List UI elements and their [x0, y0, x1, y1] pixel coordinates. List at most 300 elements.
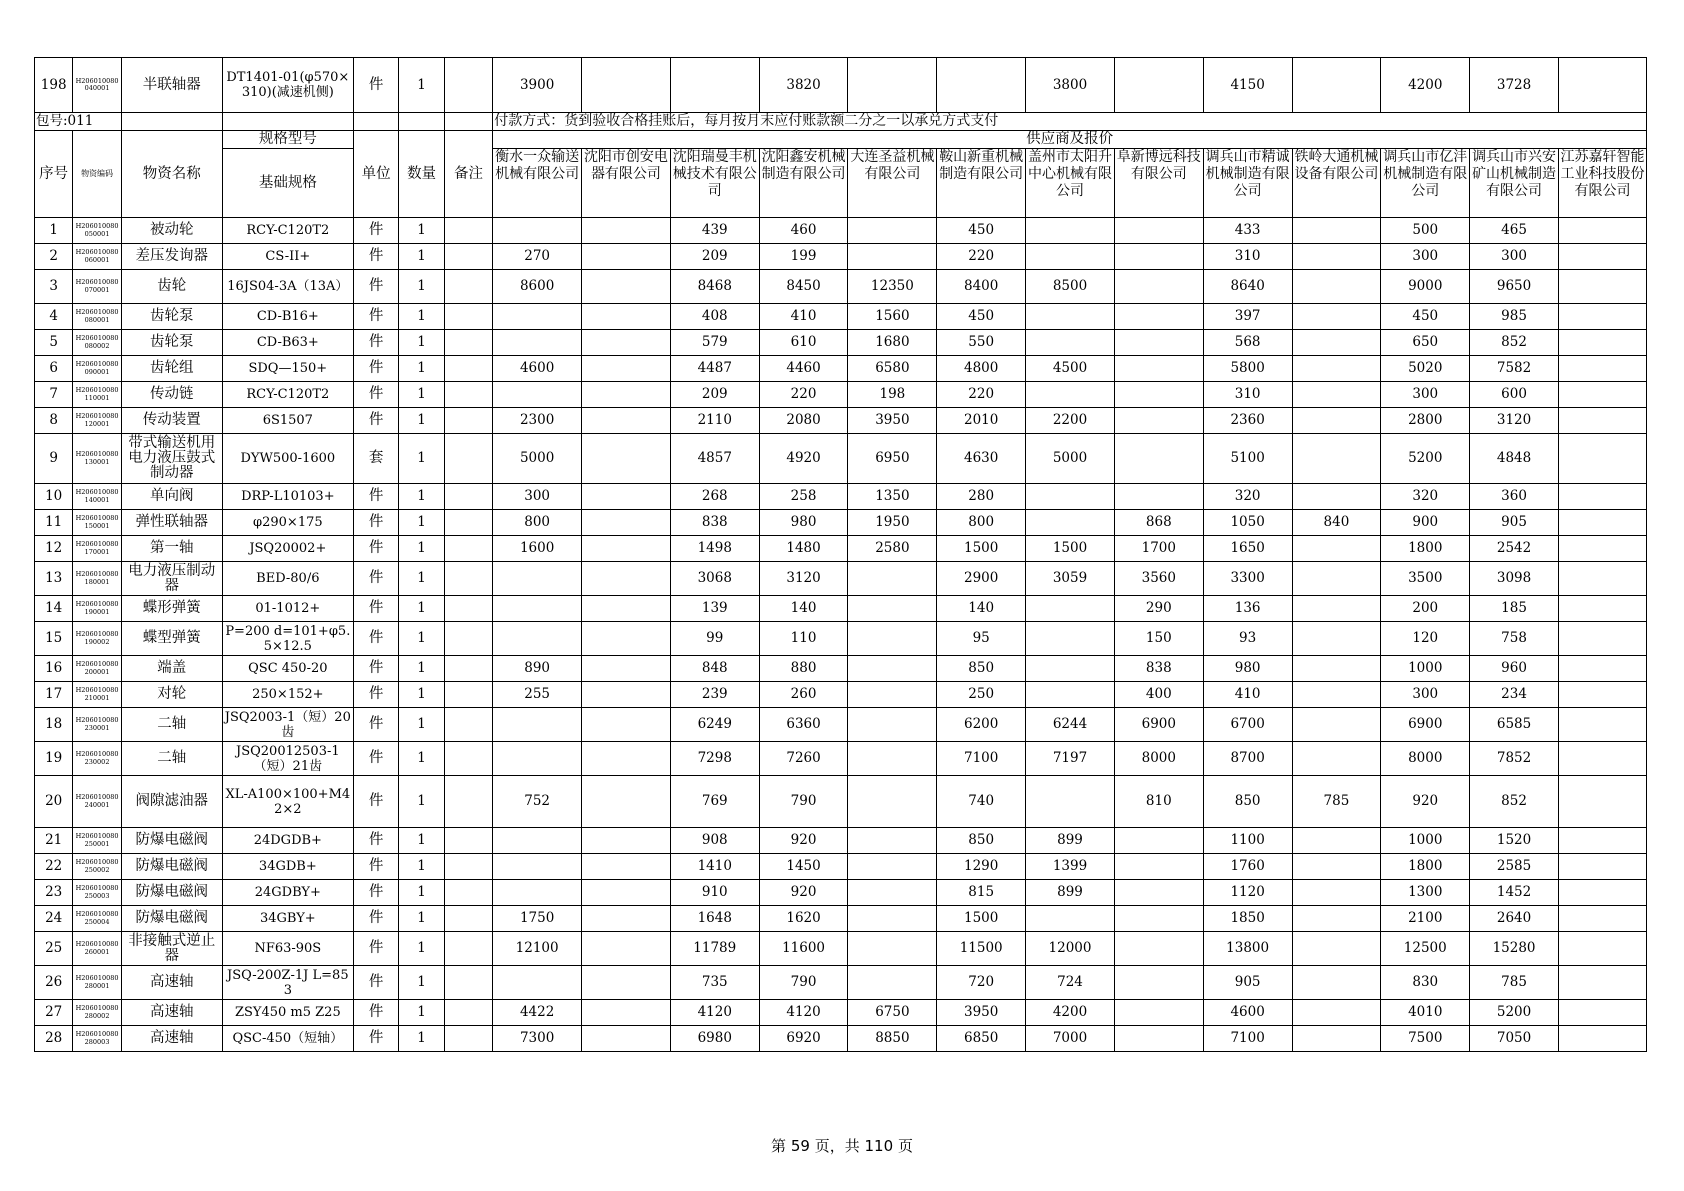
seq-cell: 18 — [35, 708, 73, 742]
code-cell: H206010080 150001 — [73, 510, 121, 536]
price-cell — [1292, 434, 1381, 484]
price-cell: 2585 — [1470, 854, 1559, 880]
footer-prefix: 第 — [771, 1137, 787, 1155]
supplier-header: 铁岭大通机械设备有限公司 — [1292, 149, 1381, 218]
price-cell: 3900 — [493, 58, 582, 113]
price-cell: 6950 — [848, 434, 937, 484]
price-cell: 2110 — [670, 408, 759, 434]
price-cell: 140 — [759, 596, 848, 622]
note-cell — [444, 510, 492, 536]
price-cell: 8468 — [670, 270, 759, 304]
price-cell: 270 — [493, 244, 582, 270]
price-cell: 360 — [1470, 484, 1559, 510]
price-cell — [582, 656, 671, 682]
price-cell: 850 — [1203, 776, 1292, 828]
price-cell — [848, 966, 937, 1000]
price-cell — [493, 742, 582, 776]
note-cell — [444, 906, 492, 932]
spec-cell: DYW500-1600 — [222, 434, 353, 484]
spec-cell: QSC 450-20 — [222, 656, 353, 682]
price-cell — [582, 932, 671, 966]
code-cell: H206010080 240001 — [73, 776, 121, 828]
table-row — [35, 932, 1647, 966]
table-row — [35, 828, 1647, 854]
price-cell: 1648 — [670, 906, 759, 932]
price-cell: 6900 — [1381, 708, 1470, 742]
spec-cell: RCY-C120T2 — [222, 382, 353, 408]
code-cell: H206010080 250002 — [73, 854, 121, 880]
name-header: 物资名称 — [121, 131, 222, 218]
unit-cell: 件 — [353, 382, 398, 408]
price-cell: 310 — [1203, 244, 1292, 270]
price-cell: 735 — [670, 966, 759, 1000]
code-cell: H206010080 080001 — [73, 304, 121, 330]
price-cell: 899 — [1026, 828, 1115, 854]
price-cell: 600 — [1470, 382, 1559, 408]
price-cell: 550 — [937, 330, 1026, 356]
name-cell: 防爆电磁阀 — [121, 880, 222, 906]
table-row — [35, 536, 1647, 562]
unit-cell: 件 — [353, 932, 398, 966]
spec-cell: DRP-L10103+ — [222, 484, 353, 510]
qty-cell: 1 — [399, 708, 444, 742]
qty-cell: 1 — [399, 536, 444, 562]
name-cell: 弹性联轴器 — [121, 510, 222, 536]
name-cell: 半联轴器 — [121, 58, 222, 113]
note-cell — [444, 1026, 492, 1052]
price-cell: 2640 — [1470, 906, 1559, 932]
price-cell — [582, 330, 671, 356]
price-cell — [1114, 484, 1203, 510]
price-cell — [1558, 356, 1646, 382]
price-cell: 1600 — [493, 536, 582, 562]
name-cell: 高速轴 — [121, 1000, 222, 1026]
price-cell: 199 — [759, 244, 848, 270]
price-cell — [848, 58, 937, 113]
seq-cell: 25 — [35, 932, 73, 966]
seq-cell: 27 — [35, 1000, 73, 1026]
note-cell — [444, 708, 492, 742]
unit-cell: 件 — [353, 708, 398, 742]
price-cell — [582, 382, 671, 408]
price-cell — [1558, 708, 1646, 742]
price-cell — [493, 596, 582, 622]
seq-cell: 13 — [35, 562, 73, 596]
price-cell — [1292, 656, 1381, 682]
price-cell — [1114, 58, 1203, 113]
price-cell: 899 — [1026, 880, 1115, 906]
price-cell — [848, 776, 937, 828]
price-cell: 280 — [937, 484, 1026, 510]
code-cell: H206010080 070001 — [73, 270, 121, 304]
code-cell: H206010080 060001 — [73, 244, 121, 270]
price-cell — [493, 218, 582, 244]
name-cell: 高速轴 — [121, 1026, 222, 1052]
price-cell: 1800 — [1381, 854, 1470, 880]
price-cell: 905 — [1470, 510, 1559, 536]
price-cell — [1292, 682, 1381, 708]
price-cell: 8450 — [759, 270, 848, 304]
price-cell — [1292, 1026, 1381, 1052]
price-cell: 2080 — [759, 408, 848, 434]
price-cell: 5800 — [1203, 356, 1292, 382]
price-cell — [493, 562, 582, 596]
price-cell: 2360 — [1203, 408, 1292, 434]
price-cell: 905 — [1203, 966, 1292, 1000]
price-cell — [1292, 270, 1381, 304]
price-cell: 310 — [1203, 382, 1292, 408]
price-cell: 790 — [759, 776, 848, 828]
price-cell: 838 — [670, 510, 759, 536]
qty-cell: 1 — [399, 1026, 444, 1052]
price-cell: 6249 — [670, 708, 759, 742]
price-cell — [1114, 270, 1203, 304]
spec-header: 基础规格 — [222, 149, 353, 218]
qty-cell: 1 — [399, 966, 444, 1000]
note-header: 备注 — [444, 131, 492, 218]
price-cell — [1026, 622, 1115, 656]
spec-group-header: 规格型号 — [222, 131, 353, 149]
table-row — [35, 682, 1647, 708]
price-cell — [582, 408, 671, 434]
price-cell — [1292, 330, 1381, 356]
note-cell — [444, 536, 492, 562]
price-cell: 1498 — [670, 536, 759, 562]
note-cell — [444, 562, 492, 596]
price-cell — [1558, 854, 1646, 880]
price-cell — [1292, 408, 1381, 434]
price-cell: 7298 — [670, 742, 759, 776]
supplier-header-row — [35, 149, 1647, 218]
price-cell — [848, 742, 937, 776]
spec-cell: RCY-C120T2 — [222, 218, 353, 244]
name-cell: 被动轮 — [121, 218, 222, 244]
price-cell: 6200 — [937, 708, 1026, 742]
note-cell — [444, 776, 492, 828]
price-cell: 450 — [1381, 304, 1470, 330]
price-cell — [1558, 484, 1646, 510]
seq-cell: 5 — [35, 330, 73, 356]
price-cell: 7260 — [759, 742, 848, 776]
table-row — [35, 434, 1647, 484]
price-cell: 220 — [759, 382, 848, 408]
code-header: 物资编码 — [73, 131, 121, 218]
seq-cell: 26 — [35, 966, 73, 1000]
unit-cell: 件 — [353, 484, 398, 510]
price-cell — [1114, 1000, 1203, 1026]
price-cell — [1026, 776, 1115, 828]
supplier-header: 调兵山市亿沣机械制造有限公司 — [1381, 149, 1470, 218]
price-cell: 769 — [670, 776, 759, 828]
code-cell: H206010080 260001 — [73, 932, 121, 966]
price-cell: 140 — [937, 596, 1026, 622]
seq-cell: 2 — [35, 244, 73, 270]
price-cell: 720 — [937, 966, 1026, 1000]
name-cell: 齿轮泵 — [121, 304, 222, 330]
price-cell — [582, 966, 671, 1000]
price-cell: 1120 — [1203, 880, 1292, 906]
price-cell — [848, 562, 937, 596]
qty-cell: 1 — [399, 906, 444, 932]
price-cell — [582, 510, 671, 536]
price-cell — [1114, 880, 1203, 906]
name-cell: 齿轮泵 — [121, 330, 222, 356]
table-row — [35, 906, 1647, 932]
price-cell — [1026, 596, 1115, 622]
price-cell — [1026, 906, 1115, 932]
qty-cell: 1 — [399, 408, 444, 434]
table-row — [35, 776, 1647, 828]
price-cell — [582, 776, 671, 828]
price-cell — [582, 880, 671, 906]
price-cell — [1292, 828, 1381, 854]
name-cell: 二轴 — [121, 742, 222, 776]
table-row — [35, 408, 1647, 434]
price-cell — [582, 906, 671, 932]
price-cell — [1026, 656, 1115, 682]
note-cell — [444, 244, 492, 270]
price-cell — [493, 330, 582, 356]
note-cell — [444, 854, 492, 880]
name-cell: 高速轴 — [121, 966, 222, 1000]
unit-cell: 件 — [353, 1026, 398, 1052]
price-cell — [1558, 1000, 1646, 1026]
price-cell — [1114, 218, 1203, 244]
code-cell: H206010080 280001 — [73, 966, 121, 1000]
price-cell: 6920 — [759, 1026, 848, 1052]
price-cell: 4857 — [670, 434, 759, 484]
price-cell: 4150 — [1203, 58, 1292, 113]
code-cell: H206010080 280002 — [73, 1000, 121, 1026]
price-cell — [1114, 966, 1203, 1000]
price-cell: 220 — [937, 244, 1026, 270]
price-cell: 4200 — [1026, 1000, 1115, 1026]
unit-cell: 件 — [353, 776, 398, 828]
unit-cell: 件 — [353, 742, 398, 776]
price-cell: 8700 — [1203, 742, 1292, 776]
price-cell — [1558, 434, 1646, 484]
price-cell — [1292, 708, 1381, 742]
price-cell — [1558, 270, 1646, 304]
price-cell: 724 — [1026, 966, 1115, 1000]
spec-cell: 24GDBY+ — [222, 880, 353, 906]
price-cell — [582, 854, 671, 880]
page-footer — [0, 1135, 1684, 1156]
code-cell: H206010080 230001 — [73, 708, 121, 742]
price-cell: 880 — [759, 656, 848, 682]
qty-cell: 1 — [399, 742, 444, 776]
price-cell: 1950 — [848, 510, 937, 536]
price-cell: 758 — [1470, 622, 1559, 656]
price-cell — [1026, 244, 1115, 270]
price-cell: 4120 — [759, 1000, 848, 1026]
price-cell — [1292, 218, 1381, 244]
name-cell: 阀隙滤油器 — [121, 776, 222, 828]
unit-cell: 件 — [353, 682, 398, 708]
qty-cell: 1 — [399, 434, 444, 484]
price-cell — [1292, 58, 1381, 113]
spec-cell: CD-B16+ — [222, 304, 353, 330]
price-cell — [1114, 828, 1203, 854]
price-cell: 9650 — [1470, 270, 1559, 304]
price-cell — [582, 434, 671, 484]
price-cell: 4800 — [937, 356, 1026, 382]
price-cell: 410 — [1203, 682, 1292, 708]
spec-cell: P=200 d=101+φ5.5×12.5 — [222, 622, 353, 656]
note-cell — [444, 1000, 492, 1026]
price-cell — [1292, 906, 1381, 932]
seq-cell: 4 — [35, 304, 73, 330]
supplier-header: 衡水一众输送机械有限公司 — [493, 149, 582, 218]
seq-cell: 24 — [35, 906, 73, 932]
price-cell — [582, 1026, 671, 1052]
table-row — [35, 1026, 1647, 1052]
price-cell: 3800 — [1026, 58, 1115, 113]
price-cell — [1558, 58, 1646, 113]
table-row — [35, 1000, 1647, 1026]
table-row — [35, 622, 1647, 656]
price-cell — [1558, 966, 1646, 1000]
unit-cell: 件 — [353, 880, 398, 906]
name-cell: 非接触式逆止器 — [121, 932, 222, 966]
code-cell: H206010080 170001 — [73, 536, 121, 562]
spec-cell: 34GDB+ — [222, 854, 353, 880]
unit-cell: 件 — [353, 596, 398, 622]
unit-cell: 件 — [353, 656, 398, 682]
price-cell: 610 — [759, 330, 848, 356]
code-cell: H206010080 050001 — [73, 218, 121, 244]
name-cell: 对轮 — [121, 682, 222, 708]
price-cell: 1350 — [848, 484, 937, 510]
price-cell — [1292, 932, 1381, 966]
note-cell — [444, 622, 492, 656]
price-cell — [582, 270, 671, 304]
price-cell: 439 — [670, 218, 759, 244]
price-cell — [493, 382, 582, 408]
price-cell — [1292, 1000, 1381, 1026]
price-cell: 1680 — [848, 330, 937, 356]
price-cell: 920 — [759, 828, 848, 854]
price-cell — [493, 854, 582, 880]
name-cell: 齿轮 — [121, 270, 222, 304]
qty-cell: 1 — [399, 1000, 444, 1026]
price-cell: 1399 — [1026, 854, 1115, 880]
price-cell — [848, 622, 937, 656]
price-cell — [1558, 682, 1646, 708]
price-cell: 1850 — [1203, 906, 1292, 932]
table-row — [35, 880, 1647, 906]
spec-cell: ZSY450 m5 Z25 — [222, 1000, 353, 1026]
price-cell: 7000 — [1026, 1026, 1115, 1052]
price-cell: 1700 — [1114, 536, 1203, 562]
price-cell: 2010 — [937, 408, 1026, 434]
price-cell: 2200 — [1026, 408, 1115, 434]
price-cell — [1114, 932, 1203, 966]
price-cell — [670, 58, 759, 113]
spec-cell: QSC-450（短轴） — [222, 1026, 353, 1052]
price-cell — [1114, 906, 1203, 932]
spec-cell: BED-80/6 — [222, 562, 353, 596]
unit-cell: 件 — [353, 510, 398, 536]
price-cell: 985 — [1470, 304, 1559, 330]
price-cell — [493, 708, 582, 742]
price-cell: 6980 — [670, 1026, 759, 1052]
price-cell — [582, 708, 671, 742]
price-cell: 4600 — [1203, 1000, 1292, 1026]
supplier-header: 沈阳瑞曼丰机械技术有限公司 — [670, 149, 759, 218]
price-cell: 320 — [1203, 484, 1292, 510]
price-cell — [848, 880, 937, 906]
price-cell: 3950 — [848, 408, 937, 434]
note-cell — [444, 484, 492, 510]
spec-cell: CD-B63+ — [222, 330, 353, 356]
price-cell: 4200 — [1381, 58, 1470, 113]
price-cell: 8640 — [1203, 270, 1292, 304]
qty-cell: 1 — [399, 776, 444, 828]
price-cell — [1292, 854, 1381, 880]
price-cell: 95 — [937, 622, 1026, 656]
price-cell: 2300 — [493, 408, 582, 434]
price-cell — [848, 656, 937, 682]
price-cell — [1292, 536, 1381, 562]
unit-cell: 件 — [353, 854, 398, 880]
table-row — [35, 484, 1647, 510]
spec-cell: JSQ2003-1（短）20齿 — [222, 708, 353, 742]
qty-cell: 1 — [399, 932, 444, 966]
qty-cell: 1 — [399, 382, 444, 408]
price-cell — [582, 304, 671, 330]
price-cell — [493, 966, 582, 1000]
unit-cell: 件 — [353, 828, 398, 854]
price-cell — [1114, 1026, 1203, 1052]
qty-cell: 1 — [399, 682, 444, 708]
note-cell — [444, 304, 492, 330]
price-cell — [1558, 776, 1646, 828]
seq-cell: 7 — [35, 382, 73, 408]
seq-cell: 15 — [35, 622, 73, 656]
price-cell: 960 — [1470, 656, 1559, 682]
spec-cell: 01-1012+ — [222, 596, 353, 622]
seq-cell: 1 — [35, 218, 73, 244]
price-cell: 850 — [937, 828, 1026, 854]
name-cell: 齿轮组 — [121, 356, 222, 382]
name-cell: 带式输送机用电力液压鼓式制动器 — [121, 434, 222, 484]
price-cell: 910 — [670, 880, 759, 906]
price-cell: 290 — [1114, 596, 1203, 622]
price-cell: 120 — [1381, 622, 1470, 656]
seq-cell: 16 — [35, 656, 73, 682]
unit-cell: 件 — [353, 304, 398, 330]
spec-cell: SDQ—150+ — [222, 356, 353, 382]
price-cell: 15280 — [1470, 932, 1559, 966]
price-cell: 3500 — [1381, 562, 1470, 596]
price-cell: 8850 — [848, 1026, 937, 1052]
price-cell: 2900 — [937, 562, 1026, 596]
price-cell: 1750 — [493, 906, 582, 932]
table-row — [35, 656, 1647, 682]
table-row — [35, 562, 1647, 596]
price-cell: 6580 — [848, 356, 937, 382]
price-cell: 1000 — [1381, 656, 1470, 682]
price-cell: 209 — [670, 244, 759, 270]
price-cell: 579 — [670, 330, 759, 356]
unit-cell: 件 — [353, 244, 398, 270]
quotation-table — [34, 57, 1647, 1052]
spec-cell: 6S1507 — [222, 408, 353, 434]
price-cell — [1558, 742, 1646, 776]
price-cell — [1026, 330, 1115, 356]
price-cell: 830 — [1381, 966, 1470, 1000]
